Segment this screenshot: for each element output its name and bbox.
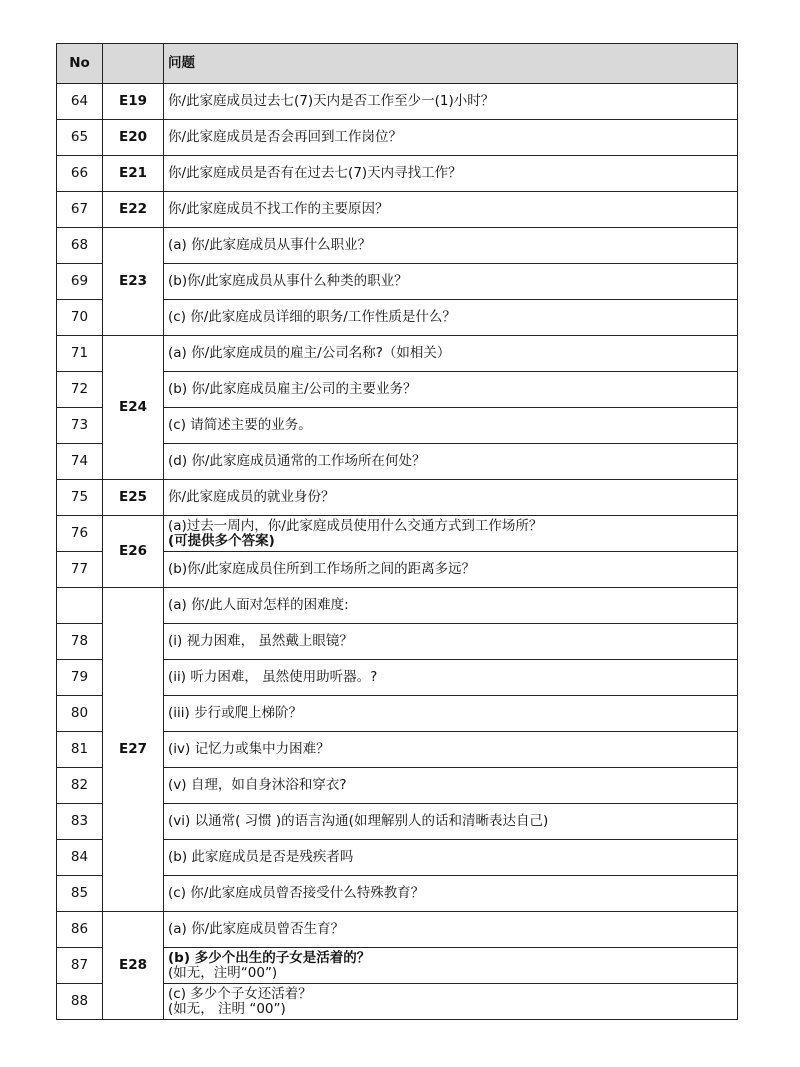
row-code: E22 — [103, 192, 164, 228]
row-question: 你/此家庭成员过去七(7)天内是否工作至少一(1)小时？ — [164, 84, 738, 120]
row-no: 73 — [57, 408, 103, 444]
row-code: E25 — [103, 480, 164, 516]
question-note: (可提供多个答案) — [168, 532, 275, 549]
row-question: (b) 此家庭成员是否是残疾者吗 — [164, 840, 738, 876]
table-row — [57, 516, 738, 552]
row-no: 75 — [57, 480, 103, 516]
row-no: 78 — [57, 624, 103, 660]
row-question: (c) 请简述主要的业务。 — [164, 408, 738, 444]
row-no: 69 — [57, 264, 103, 300]
row-no: 74 — [57, 444, 103, 480]
table-row — [57, 480, 738, 516]
table-row — [57, 192, 738, 228]
table-row — [57, 120, 738, 156]
row-no: 71 — [57, 336, 103, 372]
row-no: 70 — [57, 300, 103, 336]
question-line: (c) 多少个子女还活着？ — [168, 985, 312, 1002]
row-no: 86 — [57, 912, 103, 948]
row-no: 64 — [57, 84, 103, 120]
row-question: (iv) 记忆力或集中力困难？ — [164, 732, 738, 768]
row-code: E19 — [103, 84, 164, 120]
row-no: 67 — [57, 192, 103, 228]
row-question — [164, 516, 738, 552]
row-no: 79 — [57, 660, 103, 696]
row-no: 82 — [57, 768, 103, 804]
row-question: (b)你/此家庭成员从事什么种类的职业？ — [164, 264, 738, 300]
row-no: 87 — [57, 948, 103, 984]
row-question: (c) 你/此家庭成员详细的职务/工作性质是什么？ — [164, 300, 738, 336]
table-row — [57, 84, 738, 120]
row-question — [164, 948, 738, 984]
row-question: (a) 你/此家庭成员曾否生育？ — [164, 912, 738, 948]
row-question: 你/此家庭成员的就业身份？ — [164, 480, 738, 516]
row-code: E28 — [103, 912, 164, 1020]
row-code: E23 — [103, 228, 164, 336]
row-question — [164, 984, 738, 1020]
row-question: (c) 你/此家庭成员曾否接受什么特殊教育？ — [164, 876, 738, 912]
row-code: E21 — [103, 156, 164, 192]
row-no: 88 — [57, 984, 103, 1020]
row-question: 你/此家庭成员是否会再回到工作岗位？ — [164, 120, 738, 156]
question-line: (b) 多少个出生的子女是活着的？ — [168, 949, 371, 966]
row-no: 65 — [57, 120, 103, 156]
row-question: (vi) 以通常( 习惯 )的语言沟通(如理解别人的话和清晰表达自己) — [164, 804, 738, 840]
row-question: 你/此家庭成员是否有在过去七(7)天内寻找工作？ — [164, 156, 738, 192]
row-question: (d) 你/此家庭成员通常的工作场所在何处？ — [164, 444, 738, 480]
question-line: (a)过去一周内，你/此家庭成员使用什么交通方式到工作场所？ — [168, 517, 543, 534]
row-no: 66 — [57, 156, 103, 192]
row-no: 85 — [57, 876, 103, 912]
table-row — [57, 912, 738, 948]
header-question: 问题 — [164, 44, 738, 84]
row-no: 84 — [57, 840, 103, 876]
row-no: 72 — [57, 372, 103, 408]
row-question: (v) 自理，如自身沐浴和穿衣? — [164, 768, 738, 804]
row-no: 68 — [57, 228, 103, 264]
row-code: E24 — [103, 336, 164, 480]
questionnaire-table — [56, 43, 738, 1020]
row-no: 81 — [57, 732, 103, 768]
header-code — [103, 44, 164, 84]
header-no: No — [57, 44, 103, 84]
table-row — [57, 156, 738, 192]
row-no: 83 — [57, 804, 103, 840]
table-row — [57, 588, 738, 624]
row-question: 你/此家庭成员不找工作的主要原因？ — [164, 192, 738, 228]
row-no: 77 — [57, 552, 103, 588]
table-row — [57, 228, 738, 264]
row-question: (ii) 听力困难， 虽然使用助听器。? — [164, 660, 738, 696]
table-row — [57, 336, 738, 372]
row-code: E27 — [103, 588, 164, 912]
row-question: (b)你/此家庭成员住所到工作场所之间的距离多远？ — [164, 552, 738, 588]
row-question: (b) 你/此家庭成员雇主/公司的主要业务？ — [164, 372, 738, 408]
question-note: (如无， 注明 “00”) — [168, 1000, 286, 1017]
row-question: (a) 你/此人面对怎样的困难度: — [164, 588, 738, 624]
row-code: E20 — [103, 120, 164, 156]
row-no — [57, 588, 103, 624]
row-question: (i) 视力困难， 虽然戴上眼镜？ — [164, 624, 738, 660]
table-header-row — [57, 44, 738, 84]
row-question: (a) 你/此家庭成员从事什么职业？ — [164, 228, 738, 264]
row-code: E26 — [103, 516, 164, 588]
question-note: (如无，注明“00”) — [168, 964, 278, 981]
row-no: 80 — [57, 696, 103, 732]
row-no: 76 — [57, 516, 103, 552]
row-question: (a) 你/此家庭成员的雇主/公司名称?（如相关） — [164, 336, 738, 372]
row-question: (iii) 步行或爬上梯阶？ — [164, 696, 738, 732]
